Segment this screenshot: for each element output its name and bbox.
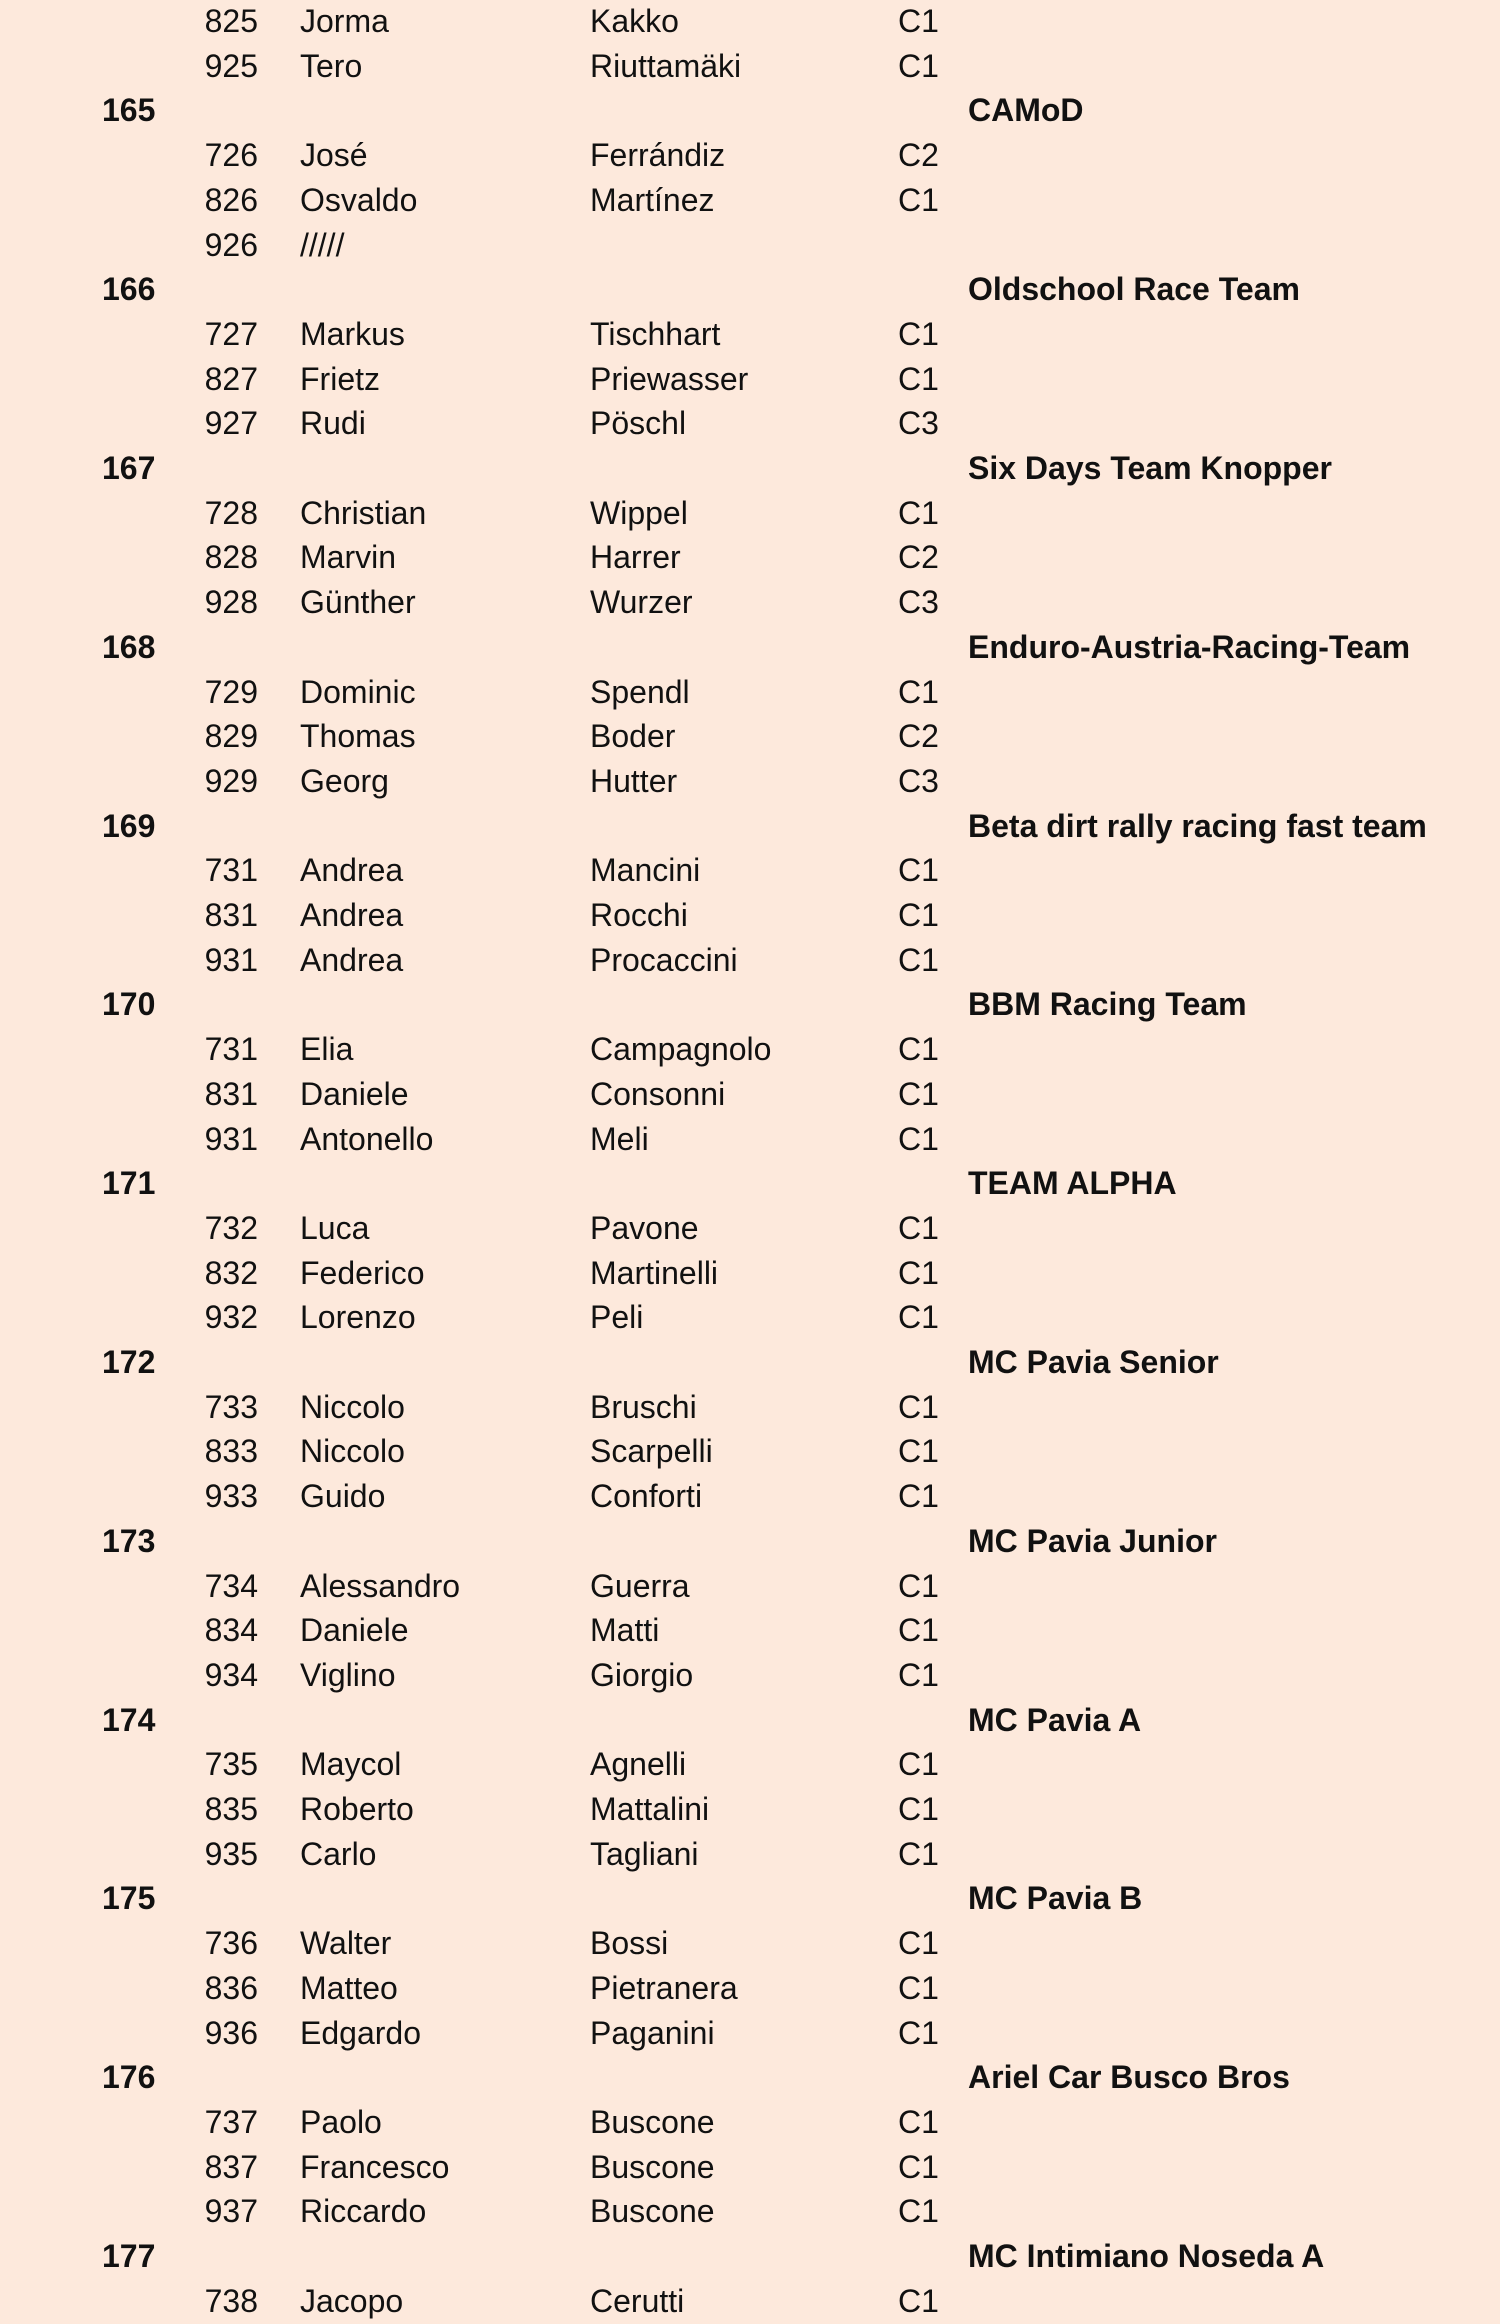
- team-number: 166: [102, 271, 156, 308]
- rider-first-name: Günther: [300, 584, 416, 621]
- rider-first-name: Rudi: [300, 405, 366, 442]
- rider-last-name: Riuttamäki: [590, 47, 742, 84]
- rider-first-name: Thomas: [300, 718, 416, 755]
- rider-class: C1: [898, 1835, 939, 1872]
- rider-first-name: Guido: [300, 1478, 386, 1515]
- rider-class: C1: [898, 1567, 939, 1604]
- rider-row: [0, 1921, 1500, 1966]
- rider-last-name: Consonni: [590, 1075, 726, 1112]
- team-number: 173: [102, 1522, 156, 1559]
- rider-number: 837: [204, 2148, 258, 2185]
- rider-last-name: Boder: [590, 718, 676, 755]
- rider-last-name: Pietranera: [590, 1969, 738, 2006]
- rider-first-name: Roberto: [300, 1791, 414, 1827]
- rider-row: [0, 44, 1500, 89]
- rider-class: C1: [898, 47, 939, 84]
- rider-first-name: Maycol: [300, 1746, 402, 1783]
- rider-first-name: Dominic: [300, 673, 416, 710]
- team-name: MC Pavia B: [968, 1880, 1143, 1917]
- rider-last-name: Mancini: [590, 852, 701, 889]
- team-number: 170: [102, 986, 156, 1023]
- rider-row: [0, 938, 1500, 983]
- rider-row: [0, 1117, 1500, 1162]
- rider-last-name: Matti: [590, 1612, 660, 1649]
- rider-row: [0, 1251, 1500, 1296]
- rider-class: C1: [898, 1656, 939, 1693]
- rider-last-name: Cerutti: [590, 2282, 685, 2319]
- rider-row: [0, 1429, 1500, 1474]
- rider-class: C1: [898, 1120, 939, 1157]
- rider-row: [0, 759, 1500, 804]
- rider-last-name: Bossi: [590, 1925, 669, 1962]
- rider-class: C1: [898, 2193, 939, 2230]
- rider-number: 835: [204, 1791, 258, 1827]
- rider-first-name: Daniele: [300, 1075, 409, 1112]
- rider-class: C1: [898, 1925, 939, 1962]
- team-header-row: [0, 625, 1500, 670]
- rider-row: [0, 312, 1500, 357]
- rider-number: 827: [204, 360, 258, 397]
- rider-number: 825: [204, 3, 258, 39]
- rider-number: 738: [204, 2282, 258, 2319]
- rider-last-name: Giorgio: [590, 1656, 694, 1693]
- rider-class: C1: [898, 1612, 939, 1649]
- rider-last-name: Ferrándiz: [590, 137, 726, 174]
- rider-first-name: Tero: [300, 47, 363, 84]
- rider-first-name: Jorma: [300, 3, 389, 39]
- rider-last-name: Campagnolo: [590, 1031, 772, 1068]
- rider-class: C1: [898, 1433, 939, 1470]
- rider-number: 734: [204, 1567, 258, 1604]
- rider-class: C1: [898, 1299, 939, 1336]
- rider-first-name: Elia: [300, 1031, 354, 1068]
- rider-row: [0, 2279, 1500, 2324]
- rider-last-name: Tischhart: [590, 315, 721, 352]
- team-name: MC Pavia A: [968, 1701, 1142, 1738]
- team-number: 165: [102, 92, 156, 129]
- rider-number: 929: [204, 762, 258, 799]
- rider-class: C1: [898, 1969, 939, 2006]
- rider-row: [0, 223, 1500, 268]
- rider-last-name: Wurzer: [590, 584, 693, 621]
- team-header-row: [0, 2055, 1500, 2100]
- rider-row: [0, 1608, 1500, 1653]
- rider-row: [0, 1787, 1500, 1832]
- rider-row: [0, 1742, 1500, 1787]
- team-number: 167: [102, 450, 156, 486]
- team-number: 169: [102, 807, 156, 844]
- rider-row: [0, 1385, 1500, 1430]
- rider-number: 927: [204, 405, 258, 442]
- rider-number: 736: [204, 1925, 258, 1962]
- rider-last-name: Priewasser: [590, 360, 749, 397]
- rider-first-name: Jacopo: [300, 2282, 404, 2319]
- rider-row: [0, 1966, 1500, 2011]
- rider-first-name: José: [300, 137, 368, 174]
- team-header-row: [0, 1340, 1500, 1385]
- rider-first-name: Lorenzo: [300, 1299, 416, 1336]
- rider-class: C1: [898, 1791, 939, 1827]
- rider-last-name: Wippel: [590, 494, 688, 531]
- rider-class: C1: [898, 181, 939, 218]
- rider-first-name: Federico: [300, 1254, 425, 1291]
- rider-row: [0, 1832, 1500, 1877]
- rider-first-name: Niccolo: [300, 1433, 405, 1470]
- rider-class: C3: [898, 584, 939, 621]
- rider-row: [0, 2011, 1500, 2056]
- rider-last-name: Buscone: [590, 2103, 715, 2140]
- rider-last-name: Buscone: [590, 2193, 715, 2230]
- team-header-row: [0, 88, 1500, 133]
- rider-number: 937: [204, 2193, 258, 2230]
- rider-first-name: Edgardo: [300, 2014, 421, 2051]
- rider-last-name: Rocchi: [590, 897, 688, 933]
- rider-class: C1: [898, 673, 939, 710]
- rider-row: [0, 2189, 1500, 2234]
- rider-row: [0, 133, 1500, 178]
- rider-first-name: Paolo: [300, 2103, 382, 2140]
- rider-last-name: Paganini: [590, 2014, 715, 2051]
- team-name: MC Intimiano Noseda A: [968, 2238, 1325, 2274]
- rider-row: [0, 1072, 1500, 1117]
- rider-row: [0, 491, 1500, 536]
- rider-first-name: Viglino: [300, 1656, 396, 1693]
- rider-first-name: Luca: [300, 1209, 370, 1246]
- rider-number: 935: [204, 1835, 258, 1872]
- rider-number: 934: [204, 1656, 258, 1693]
- rider-class: C1: [898, 852, 939, 889]
- team-number: 174: [102, 1701, 156, 1738]
- rider-row: [0, 178, 1500, 223]
- rider-row: [0, 1474, 1500, 1519]
- rider-first-name: Carlo: [300, 1835, 377, 1872]
- rider-number: 925: [204, 47, 258, 84]
- rider-last-name: Tagliani: [590, 1835, 699, 1872]
- rider-last-name: Hutter: [590, 762, 678, 799]
- rider-last-name: Pavone: [590, 1209, 699, 1246]
- rider-last-name: Buscone: [590, 2148, 715, 2185]
- rider-number: 931: [204, 941, 258, 978]
- rider-row: [0, 0, 1500, 44]
- rider-first-name: Niccolo: [300, 1388, 405, 1425]
- team-name: MC Pavia Senior: [968, 1344, 1219, 1380]
- rider-class: C1: [898, 2103, 939, 2140]
- rider-number: 731: [204, 1031, 258, 1068]
- rider-row: [0, 670, 1500, 715]
- team-header-row: [0, 2234, 1500, 2279]
- rider-row: [0, 535, 1500, 580]
- rider-first-name: Walter: [300, 1925, 392, 1962]
- team-header-row: [0, 267, 1500, 312]
- rider-first-name: Christian: [300, 494, 427, 531]
- rider-class: C1: [898, 315, 939, 352]
- team-number: 171: [102, 1165, 156, 1202]
- rider-first-name: Marvin: [300, 539, 397, 576]
- rider-first-name: Georg: [300, 762, 389, 799]
- rider-last-name: Conforti: [590, 1478, 703, 1515]
- rider-number: 836: [204, 1969, 258, 2006]
- team-header-row: [0, 804, 1500, 849]
- rider-row: [0, 1564, 1500, 1609]
- rider-class: C1: [898, 1254, 939, 1291]
- rider-last-name: Bruschi: [590, 1388, 697, 1425]
- rider-last-name: Agnelli: [590, 1746, 687, 1783]
- rider-class: C1: [898, 1209, 939, 1246]
- rider-number: 831: [204, 897, 258, 933]
- rider-last-name: Guerra: [590, 1567, 690, 1604]
- rider-first-name: Riccardo: [300, 2193, 427, 2230]
- rider-row: [0, 1653, 1500, 1698]
- team-header-row: [0, 1876, 1500, 1921]
- rider-number: 832: [204, 1254, 258, 1291]
- team-header-row: [0, 1161, 1500, 1206]
- team-header-row: [0, 1519, 1500, 1564]
- rider-first-name: Francesco: [300, 2148, 450, 2185]
- rider-number: 732: [204, 1209, 258, 1246]
- rider-first-name: Osvaldo: [300, 181, 418, 218]
- rider-number: 932: [204, 1299, 258, 1336]
- rider-first-name: /////: [300, 226, 345, 263]
- rider-row: [0, 1027, 1500, 1072]
- rider-last-name: Kakko: [590, 3, 679, 39]
- rider-number: 737: [204, 2103, 258, 2140]
- team-number: 168: [102, 628, 156, 665]
- rider-row: [0, 1295, 1500, 1340]
- rider-first-name: Antonello: [300, 1120, 434, 1157]
- rider-number: 727: [204, 315, 258, 352]
- rider-class: C1: [898, 1478, 939, 1515]
- rider-class: C3: [898, 405, 939, 442]
- rider-row: [0, 2100, 1500, 2145]
- rider-class: C1: [898, 3, 939, 39]
- rider-number: 728: [204, 494, 258, 531]
- rider-first-name: Andrea: [300, 897, 404, 933]
- rider-number: 726: [204, 137, 258, 174]
- rider-class: C2: [898, 718, 939, 755]
- rider-number: 733: [204, 1388, 258, 1425]
- team-name: Six Days Team Knopper: [968, 450, 1332, 486]
- rider-last-name: Spendl: [590, 673, 690, 710]
- rider-number: 933: [204, 1478, 258, 1515]
- team-name: CAMoD: [968, 92, 1084, 129]
- team-number: 176: [102, 2059, 156, 2096]
- team-name: Oldschool Race Team: [968, 271, 1300, 308]
- team-name: BBM Racing Team: [968, 986, 1247, 1023]
- rider-class: C1: [898, 1031, 939, 1068]
- rider-last-name: Procaccini: [590, 941, 738, 978]
- rider-class: C1: [898, 2148, 939, 2185]
- rider-last-name: Mattalini: [590, 1791, 710, 1827]
- rider-class: C2: [898, 539, 939, 576]
- rider-first-name: Daniele: [300, 1612, 409, 1649]
- rider-class: C1: [898, 2014, 939, 2051]
- rider-last-name: Scarpelli: [590, 1433, 713, 1470]
- rider-number: 926: [204, 226, 258, 263]
- rider-first-name: Andrea: [300, 852, 404, 889]
- team-number: 177: [102, 2238, 156, 2274]
- rider-class: C1: [898, 494, 939, 531]
- rider-row: [0, 580, 1500, 625]
- rider-number: 731: [204, 852, 258, 889]
- rider-number: 829: [204, 718, 258, 755]
- rider-last-name: Martinelli: [590, 1254, 719, 1291]
- rider-first-name: Alessandro: [300, 1567, 461, 1604]
- rider-number: 831: [204, 1075, 258, 1112]
- team-header-row: [0, 1698, 1500, 1743]
- team-number: 172: [102, 1344, 156, 1380]
- rider-number: 833: [204, 1433, 258, 1470]
- rider-class: C1: [898, 2282, 939, 2319]
- team-name: Beta dirt rally racing fast team: [968, 807, 1427, 844]
- rider-number: 834: [204, 1612, 258, 1649]
- rider-class: C1: [898, 941, 939, 978]
- team-number: 175: [102, 1880, 156, 1917]
- rider-first-name: Frietz: [300, 360, 380, 397]
- rider-last-name: Martínez: [590, 181, 715, 218]
- rider-number: 729: [204, 673, 258, 710]
- team-name: Ariel Car Busco Bros: [968, 2059, 1290, 2096]
- rider-class: C1: [898, 1075, 939, 1112]
- team-header-row: [0, 982, 1500, 1027]
- rider-class: C1: [898, 897, 939, 933]
- team-header-row: [0, 446, 1500, 491]
- rider-row: [0, 2145, 1500, 2190]
- rider-row: [0, 1206, 1500, 1251]
- team-name: Enduro-Austria-Racing-Team: [968, 628, 1411, 665]
- rider-row: [0, 357, 1500, 402]
- rider-row: [0, 893, 1500, 938]
- rider-class: C1: [898, 1746, 939, 1783]
- rider-number: 928: [204, 584, 258, 621]
- rider-number: 826: [204, 181, 258, 218]
- rider-last-name: Harrer: [590, 539, 681, 576]
- rider-first-name: Markus: [300, 315, 405, 352]
- rider-number: 828: [204, 539, 258, 576]
- rider-last-name: Meli: [590, 1120, 649, 1157]
- rider-row: [0, 401, 1500, 446]
- rider-class: C1: [898, 360, 939, 397]
- rider-row: [0, 848, 1500, 893]
- rider-last-name: Peli: [590, 1299, 644, 1336]
- rider-class: C1: [898, 1388, 939, 1425]
- rider-row: [0, 714, 1500, 759]
- rider-number: 931: [204, 1120, 258, 1157]
- team-name: MC Pavia Junior: [968, 1522, 1217, 1559]
- rider-class: C2: [898, 137, 939, 174]
- rider-last-name: Pöschl: [590, 405, 687, 442]
- rider-class: C3: [898, 762, 939, 799]
- rider-first-name: Matteo: [300, 1969, 398, 2006]
- rider-number: 936: [204, 2014, 258, 2051]
- team-name: TEAM ALPHA: [968, 1165, 1177, 1202]
- rider-first-name: Andrea: [300, 941, 404, 978]
- rider-number: 735: [204, 1746, 258, 1783]
